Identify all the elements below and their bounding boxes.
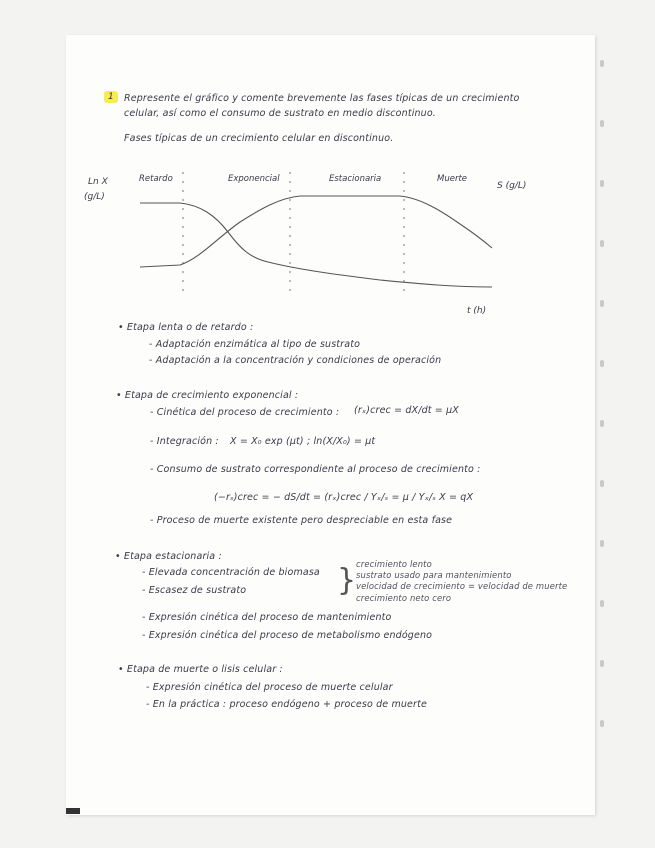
- section-death-title: • Etapa de muerte o lisis celular :: [118, 664, 283, 675]
- death-item: - Expresión cinética del proceso de muerte celular: [146, 682, 393, 693]
- section-stationary-title: • Etapa estacionaria :: [115, 551, 222, 562]
- lag-item: - Adaptación a la concentración y condiciones de operación: [149, 355, 442, 366]
- section-lag-title: • Etapa lenta o de retardo :: [118, 322, 254, 333]
- y-left-label: Ln X: [88, 177, 108, 187]
- stationary-note: velocidad de crecimiento = velocidad de muerte: [356, 581, 568, 591]
- stationary-note: crecimiento neto cero: [356, 593, 452, 603]
- question-number: 1: [108, 92, 114, 102]
- stationary-note: crecimiento lento: [356, 559, 432, 569]
- y-right-label: S (g/L): [497, 181, 527, 191]
- phase-label-muerte: Muerte: [437, 174, 468, 184]
- phase-label-estacionaria: Estacionaria: [329, 174, 382, 184]
- exp-death: - Proceso de muerte existente pero despreciable en esta fase: [150, 515, 453, 526]
- x-label: t (h): [467, 306, 487, 316]
- substrate-curve: [140, 203, 492, 287]
- exp-kinetic: - Cinética del proceso de crecimiento :: [150, 407, 340, 418]
- stationary-note: sustrato usado para mantenimiento: [356, 570, 512, 580]
- stationary-item: - Expresión cinética del proceso de metabolismo endógeno: [142, 630, 433, 641]
- exp-consumption-formula: (−rₛ)crec = − dS/dt = (rₓ)crec / Yₓ/ₛ = μ / Yₓ/ₛ X = qX: [214, 492, 474, 503]
- page-corner-mark: [66, 808, 80, 814]
- stationary-item: - Expresión cinética del proceso de mantenimiento: [142, 612, 392, 623]
- death-item: - En la práctica : proceso endógeno + proceso de muerte: [146, 699, 427, 710]
- exp-consumption: - Consumo de sustrato correspondiente al proceso de crecimiento :: [150, 464, 481, 475]
- subtitle: Fases típicas de un crecimiento celular en discontinuo.: [124, 133, 394, 144]
- stationary-item: - Elevada concentración de biomasa: [142, 567, 320, 578]
- biomass-curve: [140, 196, 492, 267]
- stationary-item: - Escasez de sustrato: [142, 585, 247, 596]
- section-exp-title: • Etapa de crecimiento exponencial :: [116, 390, 299, 401]
- exp-integration-formula: X = X₀ exp (μt) ; ln(X/X₀) = μt: [230, 436, 376, 447]
- brace: }: [337, 563, 357, 598]
- lag-item: - Adaptación enzimática al tipo de sustrato: [149, 339, 361, 350]
- question-line-2: celular, así como el consumo de sustrato en medio discontinuo.: [124, 108, 436, 119]
- exp-kinetic-formula: (rₓ)crec = dX/dt = μX: [354, 405, 459, 416]
- phase-label-exponencial: Exponencial: [228, 174, 280, 184]
- exp-integration: - Integración :: [150, 436, 219, 447]
- question-line-1: Represente el gráfico y comente brevemente las fases típicas de un crecimiento: [124, 93, 520, 104]
- y-left-unit: (g/L): [84, 192, 105, 202]
- phase-label-retardo: Retardo: [139, 174, 173, 184]
